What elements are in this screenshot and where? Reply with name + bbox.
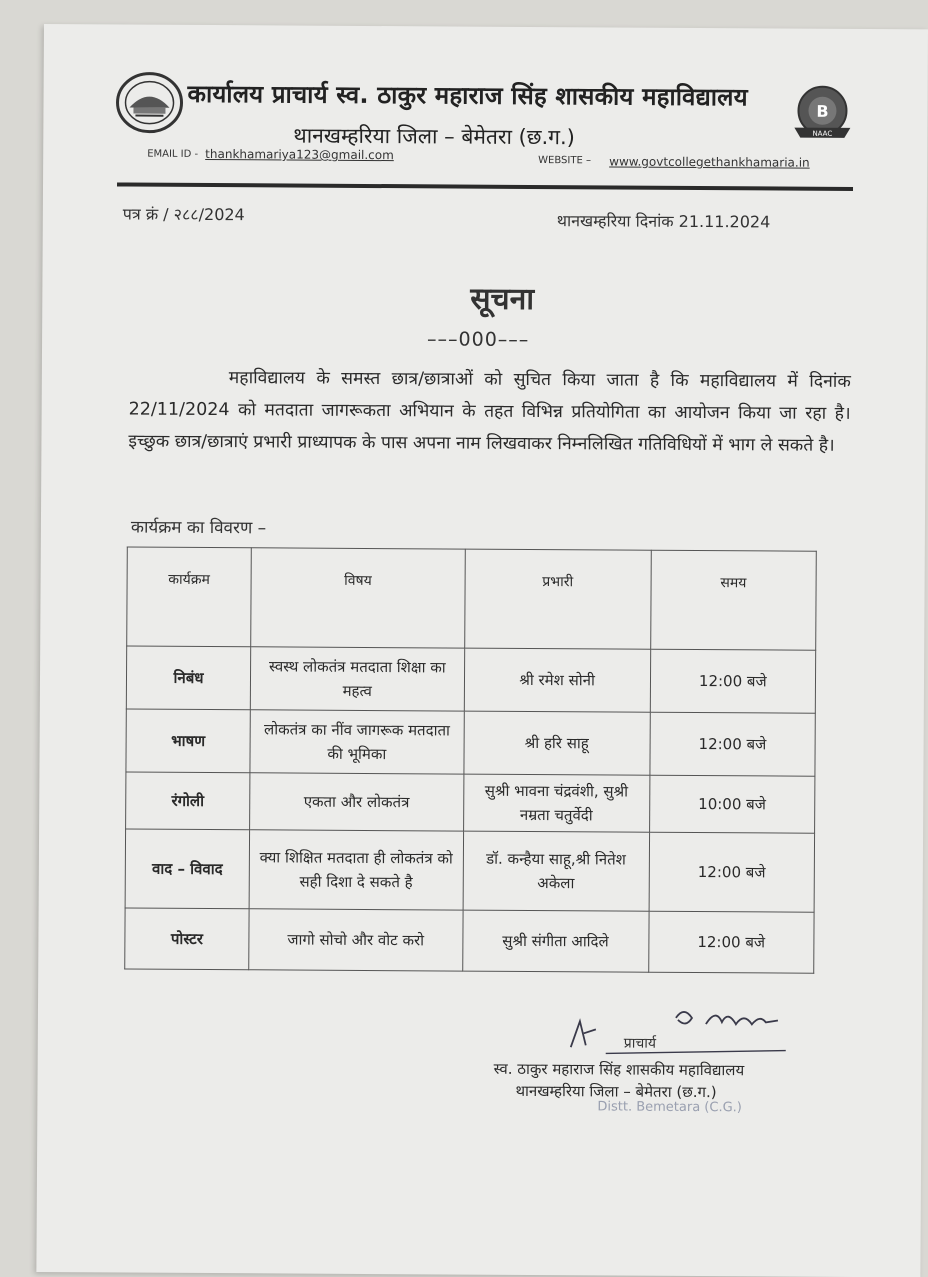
- table-row: [126, 772, 815, 833]
- header-topic: विषय: [251, 548, 465, 648]
- program-topic: एकता और लोकतंत्र: [250, 773, 464, 831]
- email-link[interactable]: thankhamariya123@gmail.com: [205, 146, 394, 163]
- table-row: [125, 908, 814, 973]
- program-incharge: श्री हरि साहू: [464, 711, 650, 775]
- email-label: EMAIL ID -: [147, 148, 199, 160]
- program-name: पोस्टर: [125, 908, 249, 970]
- college-emblem-icon: [115, 71, 183, 133]
- program-name: भाषण: [126, 709, 250, 773]
- program-time: 12:00 बजे: [648, 911, 814, 973]
- notice-paper: [36, 24, 928, 1277]
- program-time: 12:00 बजे: [649, 832, 815, 912]
- program-time: 10:00 बजे: [649, 775, 815, 833]
- program-details-label: कार्यक्रम का विवरण –: [130, 517, 267, 539]
- naac-grade: B: [816, 101, 829, 121]
- college-address: थानखम्हरिया जिला – बेमेतरा (छ.ग.): [293, 123, 575, 150]
- program-topic: लोकतंत्र का नींव जागरूक मतदाता की भूमिका: [250, 710, 464, 774]
- header-incharge: प्रभारी: [464, 549, 651, 649]
- naac-label: NAAC: [812, 129, 833, 138]
- program-name: निबंध: [126, 646, 250, 710]
- notice-title: सूचना: [470, 281, 535, 317]
- header-program: कार्यक्रम: [127, 547, 252, 647]
- college-office-title: कार्यालय प्राचार्य स्व. ठाकुर महाराज सिंह शासकीय महाविद्यालय: [187, 79, 748, 112]
- principal-title: प्राचार्य: [623, 1035, 657, 1052]
- principal-signature: [566, 999, 796, 1060]
- office-stamp: Distt. Bemetara (C.G.): [597, 1099, 742, 1116]
- program-name: वाद – विवाद: [125, 829, 249, 909]
- program-incharge: सुश्री भावना चंद्रवंशी, सुश्री नम्रता चतुर्वेदी: [463, 774, 649, 832]
- program-incharge: श्री रमेश सोनी: [464, 648, 650, 712]
- program-time: 12:00 बजे: [650, 649, 816, 713]
- signature-college-name: स्व. ठाकुर महाराज सिंह शासकीय महाविद्यालय: [493, 1059, 745, 1080]
- signature-college-address: थानखम्हरिया जिला – बेमेतरा (छ.ग.): [515, 1081, 717, 1102]
- notice-body: महाविद्यालय के समस्त छात्र/छात्राओं को सुचित किया जाता है कि महाविद्यालय में दिनांक 22/11/2024 को मतदाता जागरूकता अभियान के तहत विभिन्न प्रतियोगिता का आयोजन किया जा रहा है। इच्छुक छात्र/छात्राएं प्रभारी प्राध्यापक के पास अपना नाम लिखवाकर निम्नलिखित गतिविधियों में भाग ले सकते है।: [128, 368, 851, 456]
- program-incharge: सुश्री संगीता आदिले: [462, 910, 648, 972]
- program-time: 12:00 बजे: [650, 712, 816, 776]
- program-table: [124, 547, 817, 974]
- title-divider: –––000–––: [427, 328, 530, 351]
- table-row: [126, 709, 815, 776]
- website-link[interactable]: www.govtcollegethankhamaria.in: [609, 154, 810, 170]
- letter-reference: पत्र क्रं / २८८/2024: [122, 204, 245, 225]
- program-topic: जागो सोचो और वोट करो: [249, 909, 463, 971]
- website-label: WEBSITE –: [538, 155, 592, 167]
- program-topic: क्या शिक्षित मतदाता ही लोकतंत्र को सही दिशा दे सकते है: [249, 830, 463, 910]
- table-row: [125, 829, 814, 912]
- header-divider: [117, 182, 853, 190]
- program-name: रंगोली: [126, 772, 250, 830]
- program-topic: स्वस्थ लोकतंत्र मतदाता शिक्षा का महत्व: [250, 647, 464, 711]
- naac-badge-icon: [788, 84, 856, 142]
- program-incharge: डॉ. कन्हैया साहू,श्री नितेश अकेला: [463, 831, 649, 911]
- letter-date: थानखम्हरिया दिनांक 21.11.2024: [556, 211, 771, 232]
- table-header-row: [127, 547, 817, 650]
- header-time: समय: [650, 550, 816, 650]
- table-row: [126, 646, 815, 713]
